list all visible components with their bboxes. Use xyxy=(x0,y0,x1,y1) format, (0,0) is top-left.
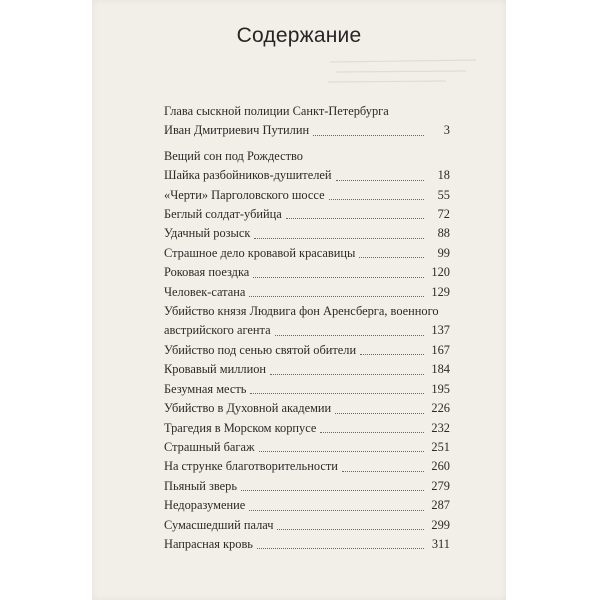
toc-page-number: 167 xyxy=(431,342,450,357)
toc-entry-title: Страшный багаж xyxy=(164,439,255,454)
toc-entry[interactable] xyxy=(164,341,450,360)
dot-leader xyxy=(359,257,424,258)
toc-page-number: 260 xyxy=(431,459,450,474)
toc-page-number: 299 xyxy=(431,517,450,532)
toc-page-number: 287 xyxy=(431,498,450,513)
toc-page-number: 55 xyxy=(437,187,450,202)
dot-leader xyxy=(336,180,424,181)
toc-entry[interactable] xyxy=(164,121,450,140)
toc-entry[interactable] xyxy=(164,516,450,535)
dot-leader xyxy=(249,510,424,511)
toc-page-number: 279 xyxy=(431,478,450,493)
dot-leader xyxy=(253,277,424,278)
toc-entry-title: австрийского агента xyxy=(164,323,271,338)
dot-leader xyxy=(320,432,424,433)
dot-leader xyxy=(249,296,424,297)
toc-entry-title: «Черти» Парголовского шоссе xyxy=(164,187,325,202)
toc-entry[interactable] xyxy=(164,477,450,496)
dot-leader xyxy=(360,354,424,355)
toc-entry[interactable] xyxy=(164,244,450,263)
toc-entry[interactable] xyxy=(164,438,450,457)
toc-page-number: 99 xyxy=(437,245,450,260)
dot-leader xyxy=(335,413,424,414)
toc-entry[interactable] xyxy=(164,457,450,476)
page-title: Содержание xyxy=(236,24,362,47)
toc-page-number: 251 xyxy=(431,439,450,454)
table-of-contents xyxy=(164,102,450,554)
toc-entry[interactable] xyxy=(164,205,450,224)
toc-entry[interactable] xyxy=(164,496,450,515)
dot-leader xyxy=(329,199,424,200)
toc-entry-title: Беглый солдат-убийца xyxy=(164,207,282,222)
toc-entry-title: Сумасшедший палач xyxy=(164,517,274,532)
book-page xyxy=(92,0,506,600)
toc-page-number: 184 xyxy=(431,362,450,377)
toc-entry-title: Безумная месть xyxy=(164,381,247,396)
toc-entry[interactable] xyxy=(164,263,450,282)
toc-page-number: 226 xyxy=(431,401,450,416)
toc-page-number: 195 xyxy=(431,381,450,396)
toc-entry[interactable] xyxy=(164,360,450,379)
toc-entry-title: На струнке благотворительности xyxy=(164,459,338,474)
toc-page-number: 137 xyxy=(431,323,450,338)
dot-leader xyxy=(250,393,424,394)
toc-entry-title: Кровавый миллион xyxy=(164,362,267,377)
toc-page-number: 232 xyxy=(431,420,450,435)
toc-entry[interactable] xyxy=(164,186,450,205)
toc-page-number: 311 xyxy=(431,536,450,551)
toc-entry[interactable] xyxy=(164,399,450,418)
dot-leader xyxy=(313,135,424,136)
dot-leader xyxy=(342,471,424,472)
toc-page-number: 129 xyxy=(431,284,450,299)
toc-entry-title: Недоразумение xyxy=(164,498,246,513)
dot-leader xyxy=(241,490,424,491)
toc-entry-title: Убийство под сенью святой обители xyxy=(164,342,357,357)
toc-entry-title: Роковая поездка xyxy=(164,265,250,280)
toc-page-number: 18 xyxy=(437,168,450,183)
toc-entry-title: Иван Дмитриевич Путилин xyxy=(164,123,310,138)
toc-entry[interactable] xyxy=(164,166,450,185)
toc-entry[interactable] xyxy=(164,380,450,399)
toc-page-number: 88 xyxy=(437,226,450,241)
toc-page-number: 120 xyxy=(431,265,450,280)
dot-leader xyxy=(259,451,424,452)
show-through-text xyxy=(326,54,486,94)
toc-entry[interactable] xyxy=(164,321,450,340)
dot-leader xyxy=(270,374,424,375)
toc-entry-title: Шайка разбойников-душителей xyxy=(164,168,332,183)
toc-entry-title: Удачный розыск xyxy=(164,226,251,241)
toc-page-number: 3 xyxy=(443,123,450,138)
toc-entry-title: Пьяный зверь xyxy=(164,478,238,493)
toc-entry-line: Убийство князя Людвига фон Аренсберга, военного xyxy=(164,304,439,319)
toc-section-title[interactable]: Вещий сон под Рождество xyxy=(164,148,303,163)
toc-entry-title: Напрасная кровь xyxy=(164,536,253,551)
toc-page-number: 72 xyxy=(437,207,450,222)
toc-entry[interactable] xyxy=(164,419,450,438)
toc-entry-title: Человек-сатана xyxy=(164,284,246,299)
dot-leader xyxy=(254,238,424,239)
toc-entry-title: Страшное дело кровавой красавицы xyxy=(164,245,356,260)
dot-leader xyxy=(277,529,424,530)
toc-entry[interactable] xyxy=(164,224,450,243)
dot-leader xyxy=(275,335,424,336)
dot-leader xyxy=(257,548,424,549)
toc-entry[interactable] xyxy=(164,283,450,302)
toc-entry[interactable] xyxy=(164,535,450,554)
toc-entry-title: Убийство в Духовной академии xyxy=(164,401,332,416)
toc-entry-line: Глава сыскной полиции Санкт-Петербурга xyxy=(164,104,389,118)
toc-entry-title: Трагедия в Морском корпусе xyxy=(164,420,317,435)
dot-leader xyxy=(286,218,424,219)
